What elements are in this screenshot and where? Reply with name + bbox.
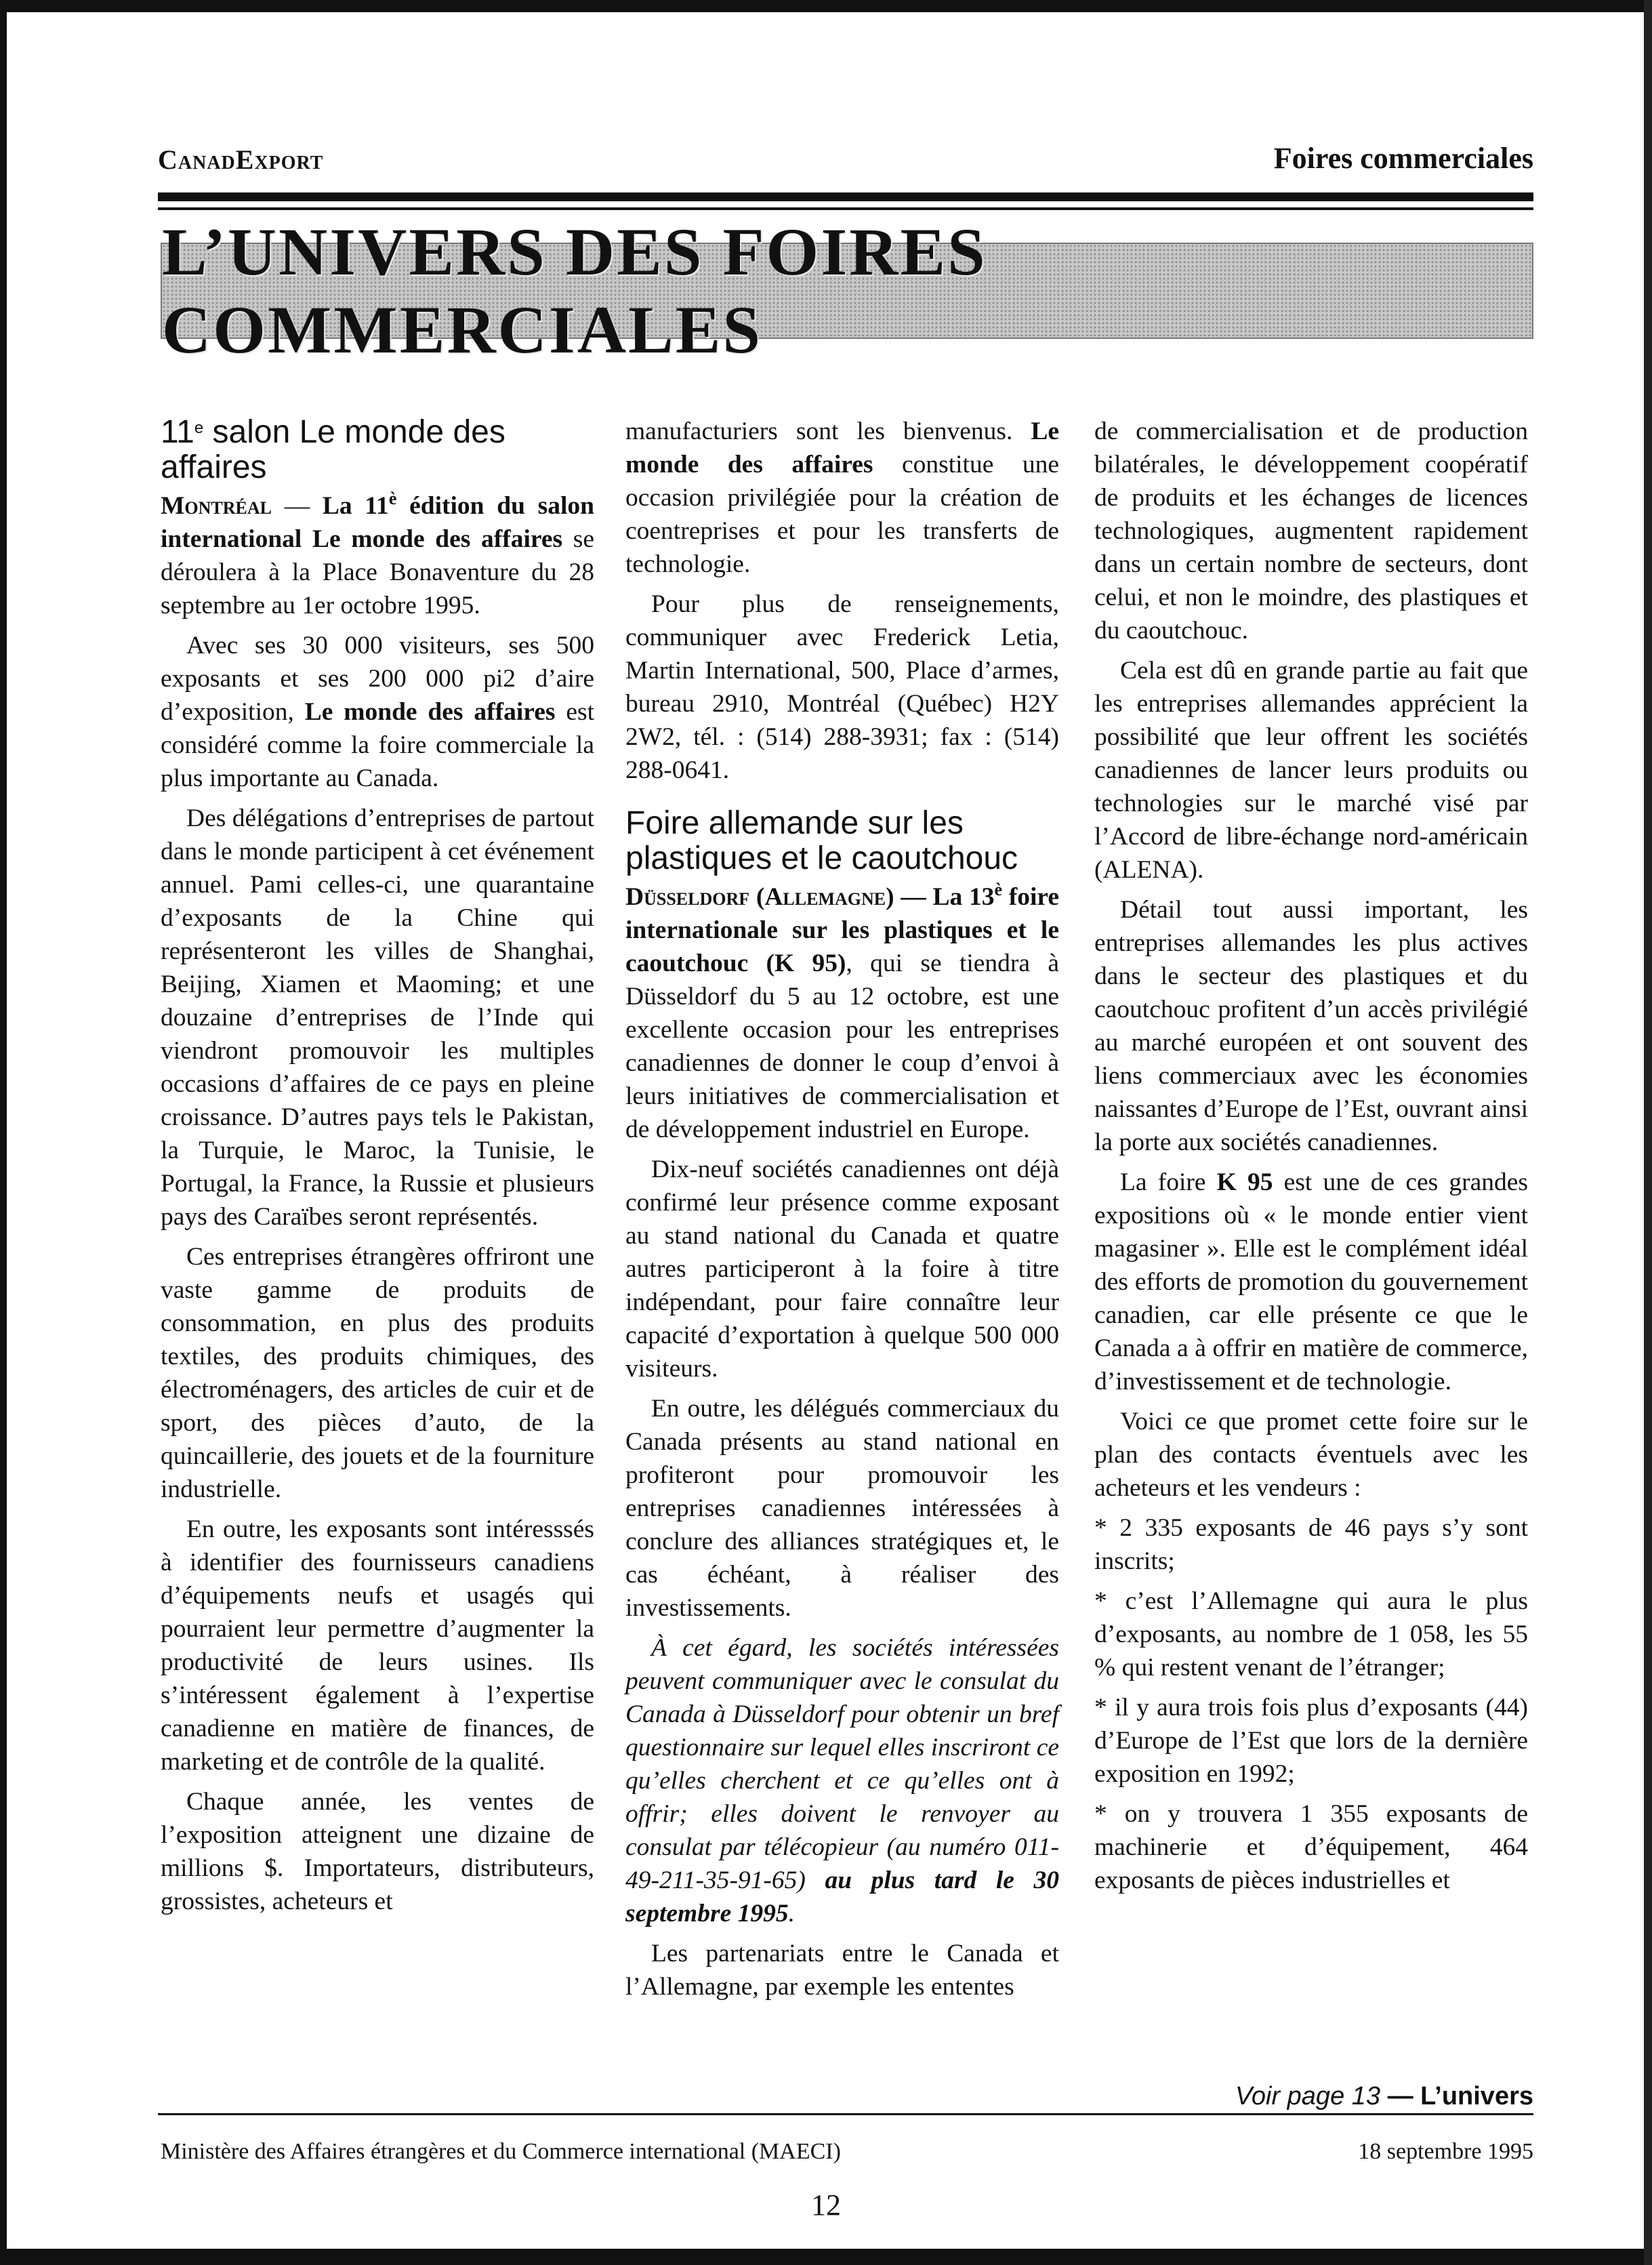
section-title: Foires commerciales — [1273, 142, 1533, 175]
paragraph: Cela est dû en grande partie au fait que les entreprises allemandes apprécient la possibilité que leur offrent les sociétés canadiennes de lancer leurs produits ou technologies sur le marché visé par l’Accord de libre-échange nord-américain (ALENA). — [1094, 657, 1528, 884]
continued-target: L’univers — [1420, 2082, 1533, 2110]
column-3 — [1094, 415, 1528, 1904]
article-2-heading: Foire allemande sur les plastiques et le caoutchouc — [625, 805, 1018, 876]
dateline: Montréal — [161, 492, 272, 520]
lead-bold-2: édition du salon international Le monde des affaires — [161, 492, 594, 553]
dateline-dash: — — [271, 492, 323, 520]
heading-number: 11 — [161, 414, 194, 450]
continued-reference: Voir page 13 — L’univers — [1235, 2082, 1533, 2110]
scan-border-left — [0, 0, 7, 2265]
event-name: Le monde des affaires — [304, 698, 556, 726]
italic-paragraph: À cet égard, les sociétés intéressées peuvent communiquer avec le consulat du Canada à Düsseldorf pour obtenir un bref questionnaire sur lequel elles inscriront ce qu’elles cherchent et ce qu’elles ont à offrir; elles doivent le renvoyer au consulat par télécopieur (au numéro 011-49-211-35-91-65) au plus tard le 30 septembre 1995. — [625, 1634, 1059, 1927]
paragraph: Détail tout aussi important, les entreprises allemandes les plus actives dans le secteur des plastiques et du caoutchouc profitent d’un accès privilégié au marché européen et ont souvent des liens commerciaux avec les économies naissantes d’Europe de l’Est, ouvrant ainsi la porte aux sociétés canadiennes. — [1094, 896, 1528, 1156]
contact-paragraph: Pour plus de renseignements, communiquer avec Frederick Letia, Martin International, 500, Place d’armes, bureau 2910, Montréal (Québec) H2Y 2W2, tél. : (514) 288-3931; fax : (514) 288-0641. — [625, 590, 1059, 784]
list-item: * on y trouvera 1 355 exposants de machinerie et d’équipement, 464 exposants de pièces industrielles et — [1094, 1800, 1528, 1894]
paragraph: En outre, les délégués commerciaux du Canada présents au stand national en profiteront pour promouvoir les entreprises canadiennes intéressées à conclure des alliances stratégiques et, le cas échéant, à réaliser des investissements. — [625, 1395, 1059, 1622]
footer-ministry: Ministère des Affaires étrangères et du Commerce international (MAECI) — [161, 2139, 841, 2164]
paragraph: Avec ses 30 000 visiteurs, ses 500 exposants et ses 200 000 pi2 d’aire d’exposition, Le monde des affaires est considéré comme la foire commerciale la plus importante au Canada. — [161, 632, 594, 792]
paragraph: de commercialisation et de production bilatérales, le développement coopératif de produits et les échanges de licences technologiques, augmentent rapidement dans un certain nombre de secteurs, dont celui, et non le moindre, des plastiques et du caoutchouc. — [1094, 417, 1528, 645]
list-item: * il y aura trois fois plus d’exposants (44) d’Europe de l’Est que lors de la dernière exposition en 1992; — [1094, 1694, 1528, 1788]
column-1 — [161, 415, 594, 1925]
paragraph: manufacturiers sont les bienvenus. Le monde des affaires constitue une occasion privilégiée pour la création de coentreprises et pour les transferts de technologie. — [625, 417, 1059, 578]
article-1-lead — [161, 489, 594, 622]
lead-sup: è — [388, 489, 397, 508]
publication-name: CanadExport — [158, 144, 324, 175]
paragraph: Chaque année, les ventes de l’exposition atteignent une dizaine de millions $. Importateurs, distributeurs, grossistes, acheteurs et — [161, 1788, 594, 1915]
scan-border-bottom — [0, 2249, 1652, 2265]
banner-title: L’UNIVERS DES FOIRES COMMERCIALES — [162, 214, 987, 367]
scan-border-right — [1644, 0, 1652, 2265]
list-item: * 2 335 exposants de 46 pays s’y sont inscrits; — [1094, 1514, 1528, 1575]
article-2-lead: Düsseldorf (Allemagne) — La $13^è$ foire internationale sur les plastiques et le caoutchouc (K 95), qui se tiendra à Düsseldorf du 5 au 12 octobre, est une excellente occasion pour les entreprises canadiennes de donner le coup d’envoi à leurs initiatives de commercialisation et de développement industriel en Europe. — [625, 880, 1059, 1143]
lead-bold-1: La 11 — [322, 492, 389, 520]
paragraph: La foire K 95 est une de ces grandes expositions où « le monde entier vient magasiner ». Elle est le complément idéal des efforts de promotion du gouvernement canadien, car elle présente ce que le Canada a à offrir en matière de commerce, d’investissement et de technologie. — [1094, 1168, 1529, 1395]
fair-name: K 95 — [1216, 1168, 1273, 1196]
column-2 — [625, 415, 1059, 2010]
paragraph: En outre, les exposants sont intéresssés à identifier des fournisseurs canadiens d’équipements neufs et usagés qui pourraient leur permettre d’augmenter la productivité de leurs usines. Ils s’intéressent également à l’expertise canadienne en matière de finances, de marketing et de contrôle de la qualité. — [161, 1515, 594, 1776]
list-item: * c’est l’Allemagne qui aura le plus d’exposants, au nombre de 1 058, les 55 % qui restent venant de l’étranger; — [1094, 1587, 1528, 1681]
paragraph: Ces entreprises étrangères offriront une vaste gamme de produits de consommation, en plus des produits textiles, des produits chimiques, des électroménagers, des articles de cuir et de sport, des pièces d’auto, de la quincaillerie, des jouets et de la fourniture industrielle. — [161, 1243, 594, 1503]
paragraph: Des délégations d’entreprises de partout dans le monde participent à cet événement annuel. Pami celles-ci, une quarantaine d’exposants de la Chine qui représenteront les villes de Shanghai, Beijing, Xiamen et Maoming; et une douzaine d’entreprises de l’Inde qui viendront promouvoir les multiples occasions d’affaires de ce pays en pleine croissance. D’autres pays tels le Pakistan, la Turquie, le Maroc, la Tunisie, le Portugal, la France, la Russie et plusieurs pays des Caraïbes seront représentés. — [161, 804, 594, 1231]
dateline: Düsseldorf (Allemagne) — [625, 883, 894, 911]
lead-text: se déroulera à la Place Bonaventure du 28 septembre au 1er octobre 1995. — [161, 525, 594, 619]
event-name: Le monde des affaires — [625, 417, 1059, 478]
heading-sup: e — [194, 419, 204, 437]
paragraph: Dix-neuf sociétés canadiennes ont déjà confirmé leur présence comme exposant au stand national du Canada et quatre autres participeront à la foire à titre indépendant, pour faire connaître leur capacité d’exportation à quelque 500 000 visiteurs. — [625, 1156, 1059, 1383]
header-rule-thick — [158, 192, 1533, 201]
article-1-heading — [161, 415, 594, 485]
footer-rule — [158, 2113, 1533, 2115]
paragraph: Les partenariats entre le Canada et l’Allemagne, par exemple les ententes — [625, 1940, 1059, 2001]
header-rule-thin — [158, 207, 1533, 210]
scan-border-top — [0, 0, 1652, 12]
footer-date: 18 septembre 1995 — [1358, 2139, 1533, 2164]
deadline: au plus tard le 30 septembre 1995 — [625, 1866, 1059, 1927]
heading-text: salon Le monde des affaires — [161, 414, 505, 485]
page-number: 12 — [811, 2188, 841, 2222]
dateline-dash: — — [894, 883, 933, 911]
title-banner — [161, 214, 1533, 367]
paragraph: Voici ce que promet cette foire sur le plan des contacts éventuels avec les acheteurs et les vendeurs : — [1094, 1408, 1528, 1502]
